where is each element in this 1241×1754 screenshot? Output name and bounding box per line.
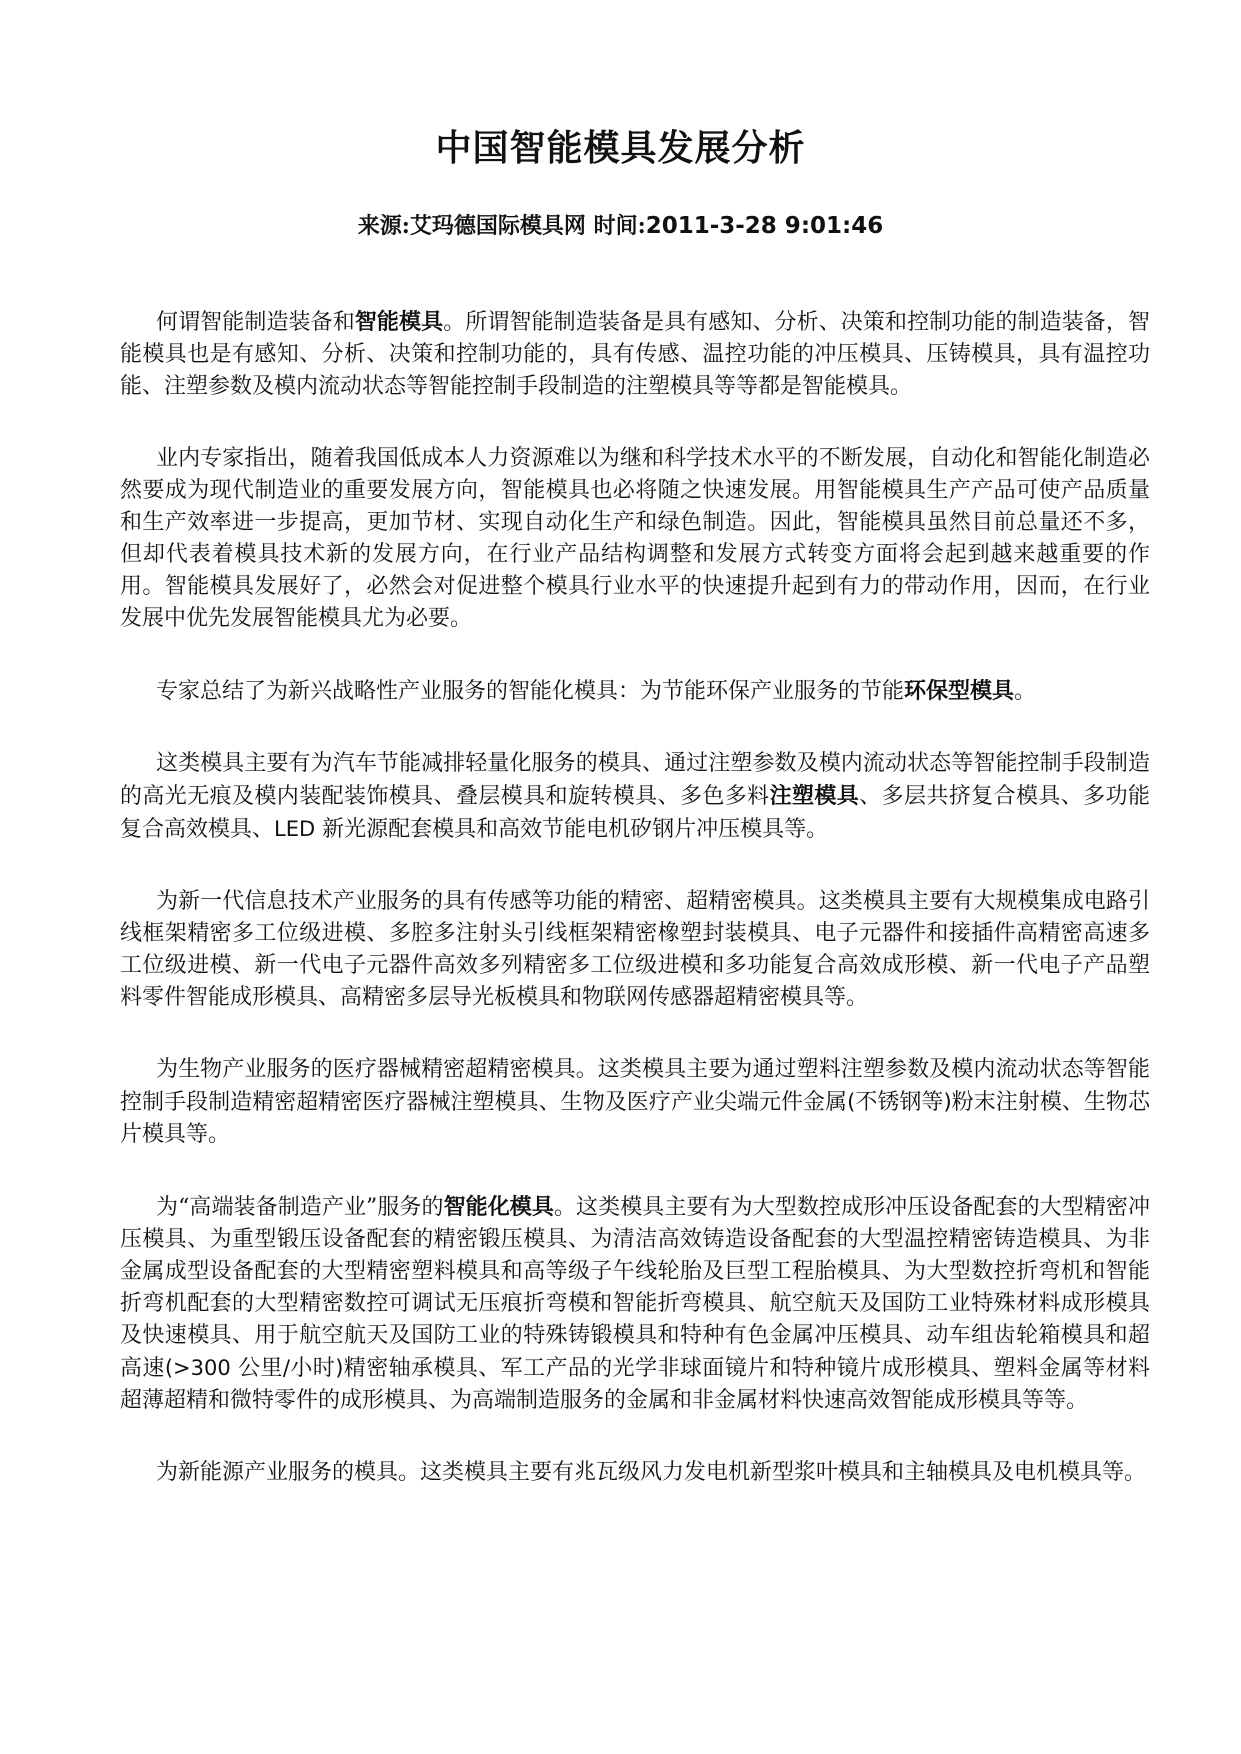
p7-text-a: 为“高端装备制造产业”服务的 — [156, 1195, 444, 1220]
time-label: 时间: — [593, 213, 646, 239]
p4-text-c: 、多层共挤复合模具、多功能复合高效模具、 — [120, 784, 1150, 842]
article-body — [120, 306, 1150, 1529]
p4-text-led: LED — [274, 817, 316, 841]
p6-paren-close: ) — [943, 1090, 952, 1114]
paragraph-2 — [120, 443, 1150, 635]
p1-text-a: 何谓智能制造装备和 — [156, 310, 355, 335]
p7-paren-close: ) — [335, 1356, 344, 1380]
p6-text-e: 粉末注射模、生物芯片模具等。 — [120, 1090, 1150, 1147]
p7-text-e: 公里 — [230, 1356, 283, 1381]
p4-text-a: 这类模具主要有为汽车节能减排轻量化服务的模具、通过注塑参数及模内流动状态等智能控制手段制造的高光无痕及模内装配装饰模具、叠层模具和旋转模具、多色多料 — [120, 751, 1150, 809]
keyword-link-intelligent-mold[interactable]: 智能化模具 — [443, 1194, 554, 1220]
p3-text-a: 专家总结了为新兴战略性产业服务的智能化模具：为节能环保产业服务的节能 — [156, 679, 905, 704]
paragraph-8 — [120, 1457, 1150, 1489]
p7-text-slash: / — [282, 1356, 290, 1380]
paragraph-3 — [120, 675, 1150, 708]
paragraph-5 — [120, 886, 1150, 1014]
p7-text-g: 小时 — [289, 1356, 336, 1381]
keyword-link-injection-mold[interactable]: 注塑模具 — [769, 783, 860, 809]
p6-text-a: 为生物产业服务的医疗器械精密超精密模具。这类模具主要为通过塑料注塑参数及模内流动状态等智能控制手段制造精密超精密医疗器械注塑模具、生物及医疗产业尖端元件金属 — [120, 1057, 1150, 1115]
p3-text-c: 。 — [1014, 679, 1037, 704]
p7-text-c: 。这类模具主要有为大型数控成形冲压设备配套的大型精密冲压模具、为重型锻压设备配套的精密锻压模具、为清洁高效铸造设备配套的大型温控精密铸造模具、为非金属成型设备配套的大型精密塑料模具和高等级子午线轮胎及巨型工程胎模具、为大型数控折弯机和智能折弯机配套的大型精密数控可调试无压痕折弯模和智能折弯模具、航空航天及国防工业特殊材料成形模具及快速模具、用于航空航天及国防工业的特殊铸锻模具和特种有色金属冲压模具、动车组齿轮箱模具和超高速 — [120, 1195, 1150, 1381]
keyword-link-eco-mold[interactable]: 环保型模具 — [904, 678, 1015, 704]
page-title: 中国智能模具发展分析 — [435, 127, 806, 169]
p5-text-a: 为新一代信息技术产业服务的具有传感等功能的精密、超精密模具。这类模具主要有大规模集成电路引线框架精密多工位级进模、多腔多注射头引线框架精密橡塑封装模具、电子元器件和接插件高精密高速多工位级进模、新一代电子元器件高效多列精密多工位级进模和多功能复合高效成形模、新一代电子产品塑料零件智能成形模具、高精密多层导光板模具和物联网传感器超精密模具等。 — [120, 889, 1150, 1010]
paragraph-7 — [120, 1191, 1150, 1417]
p4-text-e: 新光源配套模具和高效节能电机矽钢片冲压模具等。 — [315, 817, 829, 842]
p6-paren-open: ( — [847, 1090, 856, 1114]
p6-text-c: 不锈钢等 — [855, 1090, 944, 1115]
p8-text-a: 为新能源产业服务的模具。这类模具主要有兆瓦级风力发电机新型浆叶模具和主轴模具及电机模具等。 — [156, 1460, 1147, 1485]
p7-text-speed: (>300 — [164, 1356, 231, 1380]
p2-text-a: 业内专家指出，随着我国低成本人力资源难以为继和科学技术水平的不断发展，自动化和智能化制造必然要成为现代制造业的重要发展方向，智能模具也必将随之快速发展。用智能模具生产产品可使产品质量和生产效率进一步提高，更加节材、实现自动化生产和绿色制造。因此，智能模具虽然目前总量还不多，但却代表着模具技术新的发展方向，在行业产品结构调整和发展方式转变方面将会起到越来越重要的作用。智能模具发展好了，必然会对促进整个模具行业水平的快速提升起到有力的带动作用，因而，在行业发展中优先发展智能模具尤为必要。 — [120, 446, 1150, 631]
paragraph-4 — [120, 748, 1150, 846]
time-value: 2011-3-28 9:01:46 — [645, 213, 884, 239]
source-label: 来源: — [357, 213, 410, 239]
source-name: 艾玛德国际模具网 — [409, 213, 586, 239]
source-line — [0, 210, 1241, 242]
p1-text-c: 。所谓智能制造装备是具有感知、分析、决策和控制功能的制造装备，智能模具也是有感知、分析、决策和控制功能的，具有传感、温控功能的冲压模具、压铸模具，具有温控功能、注塑参数及模内流动状态等智能控制手段制造的注塑模具等等都是智能模具。 — [120, 310, 1150, 399]
p7-text-i: 精密轴承模具、军工产品的光学非球面镜片和特种镜片成形模具、塑料金属等材料超薄超精和微特零件的成形模具、为高端制造服务的金属和非金属材料快速高效智能成形模具等等。 — [120, 1356, 1150, 1413]
paragraph-1 — [120, 306, 1150, 403]
paragraph-6 — [120, 1054, 1150, 1151]
keyword-link-smart-mold[interactable]: 智能模具 — [354, 309, 444, 335]
